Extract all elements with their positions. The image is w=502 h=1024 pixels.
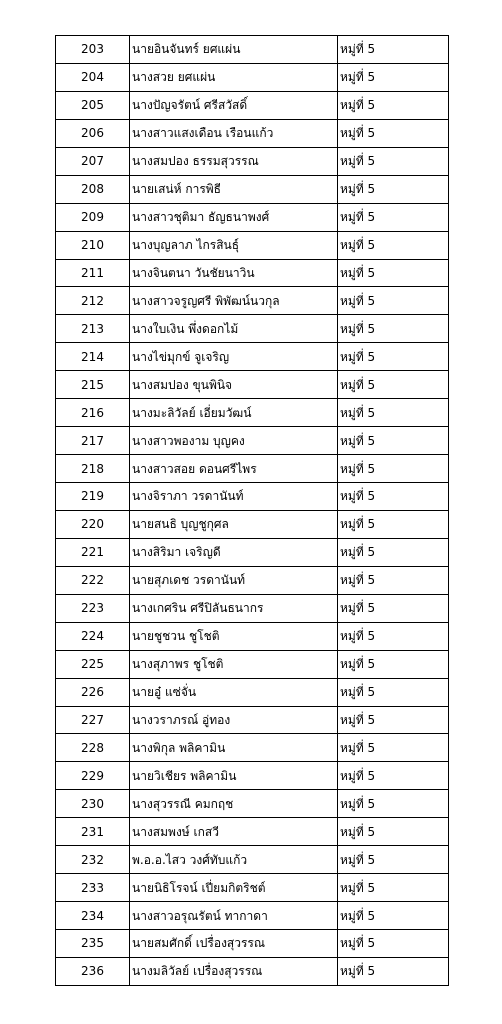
village-cell: หมู่ที่ 5 — [338, 594, 449, 622]
row-number-cell: 221 — [56, 538, 130, 566]
village-cell: หมู่ที่ 5 — [338, 510, 449, 538]
person-name-cell: นางสาวจรูญศรี พิพัฒน์นวกุล — [130, 287, 338, 315]
table-row — [56, 706, 449, 734]
village-cell: หมู่ที่ 5 — [338, 566, 449, 594]
village-cell: หมู่ที่ 5 — [338, 399, 449, 427]
person-name-cell: นางสุภาพร ชูโชติ — [130, 650, 338, 678]
row-number-cell: 212 — [56, 287, 130, 315]
village-cell: หมู่ที่ 5 — [338, 259, 449, 287]
village-cell: หมู่ที่ 5 — [338, 622, 449, 650]
person-name-cell: นางจิราภา วรดานันท์ — [130, 483, 338, 511]
table-row — [56, 594, 449, 622]
person-name-cell: นายนิธิโรจน์ เปี่ยมกิตริชต์ — [130, 874, 338, 902]
table-row — [56, 566, 449, 594]
table-row — [56, 315, 449, 343]
table-row — [56, 510, 449, 538]
village-cell: หมู่ที่ 5 — [338, 175, 449, 203]
row-number-cell: 217 — [56, 427, 130, 455]
village-cell: หมู่ที่ 5 — [338, 790, 449, 818]
row-number-cell: 223 — [56, 594, 130, 622]
person-name-cell: นางบุญลาภ ไกรสินธุ์ — [130, 231, 338, 259]
person-name-cell: พ.อ.อ.ไสว วงศ์ทับแก้ว — [130, 846, 338, 874]
village-cell: หมู่ที่ 5 — [338, 957, 449, 985]
row-number-cell: 222 — [56, 566, 130, 594]
table-row — [56, 734, 449, 762]
person-name-cell: นางสมพงษ์ เกสวี — [130, 818, 338, 846]
person-name-cell: นายอินจันทร์ ยศแผ่น — [130, 36, 338, 64]
table-row — [56, 790, 449, 818]
row-number-cell: 231 — [56, 818, 130, 846]
person-name-cell: นางไข่มุกข์ จูเจริญ — [130, 343, 338, 371]
table-row — [56, 203, 449, 231]
village-cell: หมู่ที่ 5 — [338, 846, 449, 874]
row-number-cell: 235 — [56, 930, 130, 958]
village-cell: หมู่ที่ 5 — [338, 231, 449, 259]
row-number-cell: 224 — [56, 622, 130, 650]
person-name-cell: นายสมศักดิ์ เปรื่องสุวรรณ — [130, 930, 338, 958]
person-name-cell: นายสุภเดช วรดานันท์ — [130, 566, 338, 594]
row-number-cell: 215 — [56, 371, 130, 399]
table-row — [56, 902, 449, 930]
village-cell: หมู่ที่ 5 — [338, 902, 449, 930]
row-number-cell: 210 — [56, 231, 130, 259]
row-number-cell: 204 — [56, 63, 130, 91]
village-cell: หมู่ที่ 5 — [338, 483, 449, 511]
table-row — [56, 483, 449, 511]
person-name-cell: นายวิเชียร พลิคามิน — [130, 762, 338, 790]
village-cell: หมู่ที่ 5 — [338, 315, 449, 343]
table-row — [56, 231, 449, 259]
table-row — [56, 455, 449, 483]
village-cell: หมู่ที่ 5 — [338, 762, 449, 790]
person-name-cell: นายสนธิ บุญชูกุศล — [130, 510, 338, 538]
row-number-cell: 229 — [56, 762, 130, 790]
table-row — [56, 678, 449, 706]
person-name-cell: นางพิกุล พลิคามิน — [130, 734, 338, 762]
table-row — [56, 650, 449, 678]
person-name-cell: นางสาวแสงเดือน เรือนแก้ว — [130, 119, 338, 147]
row-number-cell: 233 — [56, 874, 130, 902]
table-row — [56, 399, 449, 427]
person-name-cell: นางจินตนา วันชัยนาวิน — [130, 259, 338, 287]
row-number-cell: 205 — [56, 91, 130, 119]
table-row — [56, 818, 449, 846]
person-name-cell: นางมะลิวัลย์ เอี่ยมวัฒน์ — [130, 399, 338, 427]
table-row — [56, 930, 449, 958]
table-row — [56, 147, 449, 175]
village-cell: หมู่ที่ 5 — [338, 371, 449, 399]
village-cell: หมู่ที่ 5 — [338, 203, 449, 231]
person-name-cell: นายเสน่ห์ การพิธี — [130, 175, 338, 203]
person-name-cell: นางสิริมา เจริญดี — [130, 538, 338, 566]
village-cell: หมู่ที่ 5 — [338, 427, 449, 455]
table-row — [56, 343, 449, 371]
table-row — [56, 427, 449, 455]
table-row — [56, 175, 449, 203]
row-number-cell: 207 — [56, 147, 130, 175]
village-cell: หมู่ที่ 5 — [338, 36, 449, 64]
village-cell: หมู่ที่ 5 — [338, 343, 449, 371]
table-row — [56, 846, 449, 874]
table-row — [56, 762, 449, 790]
village-cell: หมู่ที่ 5 — [338, 147, 449, 175]
village-cell: หมู่ที่ 5 — [338, 63, 449, 91]
village-cell: หมู่ที่ 5 — [338, 287, 449, 315]
person-name-cell: นายชูชวน ชูโชติ — [130, 622, 338, 650]
person-name-cell: นางปัญจรัตน์ ศรีสวัสดิ์ — [130, 91, 338, 119]
person-name-cell: นางสมปอง ธรรมสุวรรณ — [130, 147, 338, 175]
table-row — [56, 63, 449, 91]
village-cell: หมู่ที่ 5 — [338, 706, 449, 734]
table-row — [56, 119, 449, 147]
row-number-cell: 206 — [56, 119, 130, 147]
table-row — [56, 36, 449, 64]
person-name-cell: นายอู๋ แซ่จั่น — [130, 678, 338, 706]
person-name-cell: นางสมปอง ขุนพินิจ — [130, 371, 338, 399]
person-name-cell: นางสาวสอย ดอนศรีไพร — [130, 455, 338, 483]
table-row — [56, 259, 449, 287]
village-cell: หมู่ที่ 5 — [338, 734, 449, 762]
row-number-cell: 209 — [56, 203, 130, 231]
table-row — [56, 538, 449, 566]
person-name-cell: นางสวย ยศแผ่น — [130, 63, 338, 91]
row-number-cell: 218 — [56, 455, 130, 483]
village-cell: หมู่ที่ 5 — [338, 538, 449, 566]
person-name-cell: นางสาวอรุณรัตน์ ทากาดา — [130, 902, 338, 930]
village-cell: หมู่ที่ 5 — [338, 650, 449, 678]
row-number-cell: 208 — [56, 175, 130, 203]
row-number-cell: 211 — [56, 259, 130, 287]
row-number-cell: 213 — [56, 315, 130, 343]
roster-body — [56, 36, 449, 986]
table-row — [56, 957, 449, 985]
row-number-cell: 228 — [56, 734, 130, 762]
village-cell: หมู่ที่ 5 — [338, 818, 449, 846]
row-number-cell: 214 — [56, 343, 130, 371]
village-cell: หมู่ที่ 5 — [338, 91, 449, 119]
village-cell: หมู่ที่ 5 — [338, 930, 449, 958]
row-number-cell: 232 — [56, 846, 130, 874]
person-name-cell: นางมลิวัลย์ เปรื่องสุวรรณ — [130, 957, 338, 985]
row-number-cell: 216 — [56, 399, 130, 427]
row-number-cell: 234 — [56, 902, 130, 930]
row-number-cell: 236 — [56, 957, 130, 985]
person-name-cell: นางสาวพองาม บุญคง — [130, 427, 338, 455]
table-row — [56, 287, 449, 315]
row-number-cell: 203 — [56, 36, 130, 64]
table-row — [56, 371, 449, 399]
row-number-cell: 226 — [56, 678, 130, 706]
row-number-cell: 219 — [56, 483, 130, 511]
person-name-cell: นางวราภรณ์ อู่ทอง — [130, 706, 338, 734]
row-number-cell: 225 — [56, 650, 130, 678]
person-name-cell: นางเกศริน ศรีปิลันธนากร — [130, 594, 338, 622]
table-row — [56, 622, 449, 650]
row-number-cell: 220 — [56, 510, 130, 538]
row-number-cell: 227 — [56, 706, 130, 734]
village-cell: หมู่ที่ 5 — [338, 678, 449, 706]
village-cell: หมู่ที่ 5 — [338, 874, 449, 902]
village-cell: หมู่ที่ 5 — [338, 119, 449, 147]
name-roster-table — [55, 35, 449, 986]
village-cell: หมู่ที่ 5 — [338, 455, 449, 483]
person-name-cell: นางใบเงิน พึ่งดอกไม้ — [130, 315, 338, 343]
table-row — [56, 874, 449, 902]
person-name-cell: นางสุวรรณี คมกฤช — [130, 790, 338, 818]
row-number-cell: 230 — [56, 790, 130, 818]
person-name-cell: นางสาวชุติมา ธัญธนาพงศ์ — [130, 203, 338, 231]
table-row — [56, 91, 449, 119]
